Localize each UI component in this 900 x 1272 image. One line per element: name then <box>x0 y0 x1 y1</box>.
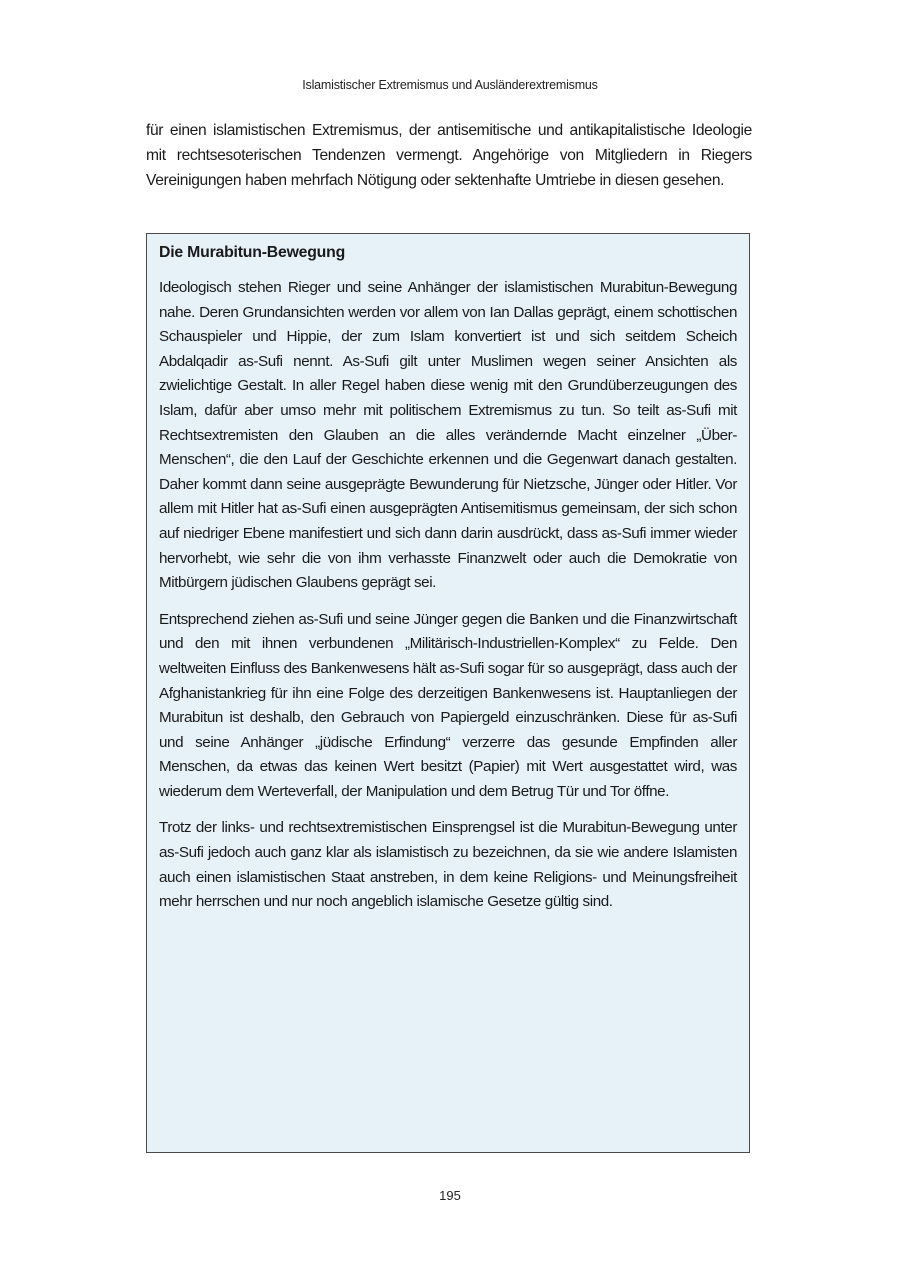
info-box-paragraph-1: Ideologisch stehen Rieger und seine Anhänger der islamistischen Murabitun-Bewegung nahe. Deren Grundansichten werden vor allem von Ian Dallas geprägt, einem schottischen Schauspieler und Hippie, der zum Islam konvertiert ist und sich seitdem Scheich Abdalqadir as-Sufi nennt. As-Sufi gilt unter Muslimen wegen seiner Ansichten als zwielichtige Gestalt. In aller Regel haben diese wenig mit den Grundüberzeugungen des Islam, dafür aber umso mehr mit politischem Extremismus zu tun. So teilt as-Sufi mit Rechtsextremisten den Glauben an die alles verändernde Macht einzelner „Über-Menschen“, die den Lauf der Geschichte erkennen und die Gegenwart danach gestalten. Daher kommt dann seine ausgeprägte Bewunderung für Nietzsche, Jünger oder Hitler. Vor allem mit Hitler hat as-Sufi einen ausgeprägten Antisemitismus gemeinsam, der sich schon auf niedriger Ebene manifestiert und sich dann darin ausdrückt, dass as-Sufi immer wieder hervorhebt, wie sehr die von ihm verhasste Finanzwelt oder auch die Demokratie von Mitbürgern jüdischen Glaubens geprägt sei. <box>159 279 737 592</box>
running-header: Islamistischer Extremismus und Ausländerextremismus <box>302 78 598 92</box>
info-box-title: Die Murabitun-Bewegung <box>159 244 346 261</box>
info-box-paragraph-2: Entsprechend ziehen as-Sufi und seine Jünger gegen die Banken und die Finanzwirtschaft und den mit ihnen verbundenen „Militärisch-Industriellen-Komplex“ zu Felde. Den weltweiten Einfluss des Bankenwesens hält as-Sufi sogar für so ausgeprägt, dass auch der Afghanistankrieg für ihn eine Folge des derzeitigen Bankenwesens ist. Hauptanliegen der Murabitun ist deshalb, den Gebrauch von Papiergeld einzuschränken. Diese für as-Sufi und seine Anhänger „jüdische Erfindung“ verzerre das gesunde Empfinden aller Menschen, da etwas das keinen Wert besitzt (Papier) mit Wert ausgestattet wird, was wiederum dem Werteverfall, der Manipulation und dem Betrug Tür und Tor öffne. <box>159 610 737 800</box>
info-box-murabitun <box>146 233 750 1153</box>
intro-paragraph: für einen islamistischen Extremismus, der antisemitische und antikapitalistische Ideologie mit rechtsesoterischen Tendenzen vermengt. Angehörige von Mitgliedern in Riegers Vereinigungen haben mehrfach Nötigung oder sektenhafte Umtriebe in diesen gesehen. <box>146 122 752 189</box>
info-box-paragraph-3: Trotz der links- und rechtsextremistischen Einsprengsel ist die Murabitun-Bewegung unter as-Sufi jedoch auch ganz klar als islamistisch zu bezeichnen, da sie wie andere Islamisten auch einen islamistischen Staat anstreben, in dem keine Religions- und Meinungsfreiheit mehr herrschen und nur noch angeblich islamische Gesetze gültig sind. <box>159 819 737 911</box>
page-number: 195 <box>439 1188 461 1203</box>
